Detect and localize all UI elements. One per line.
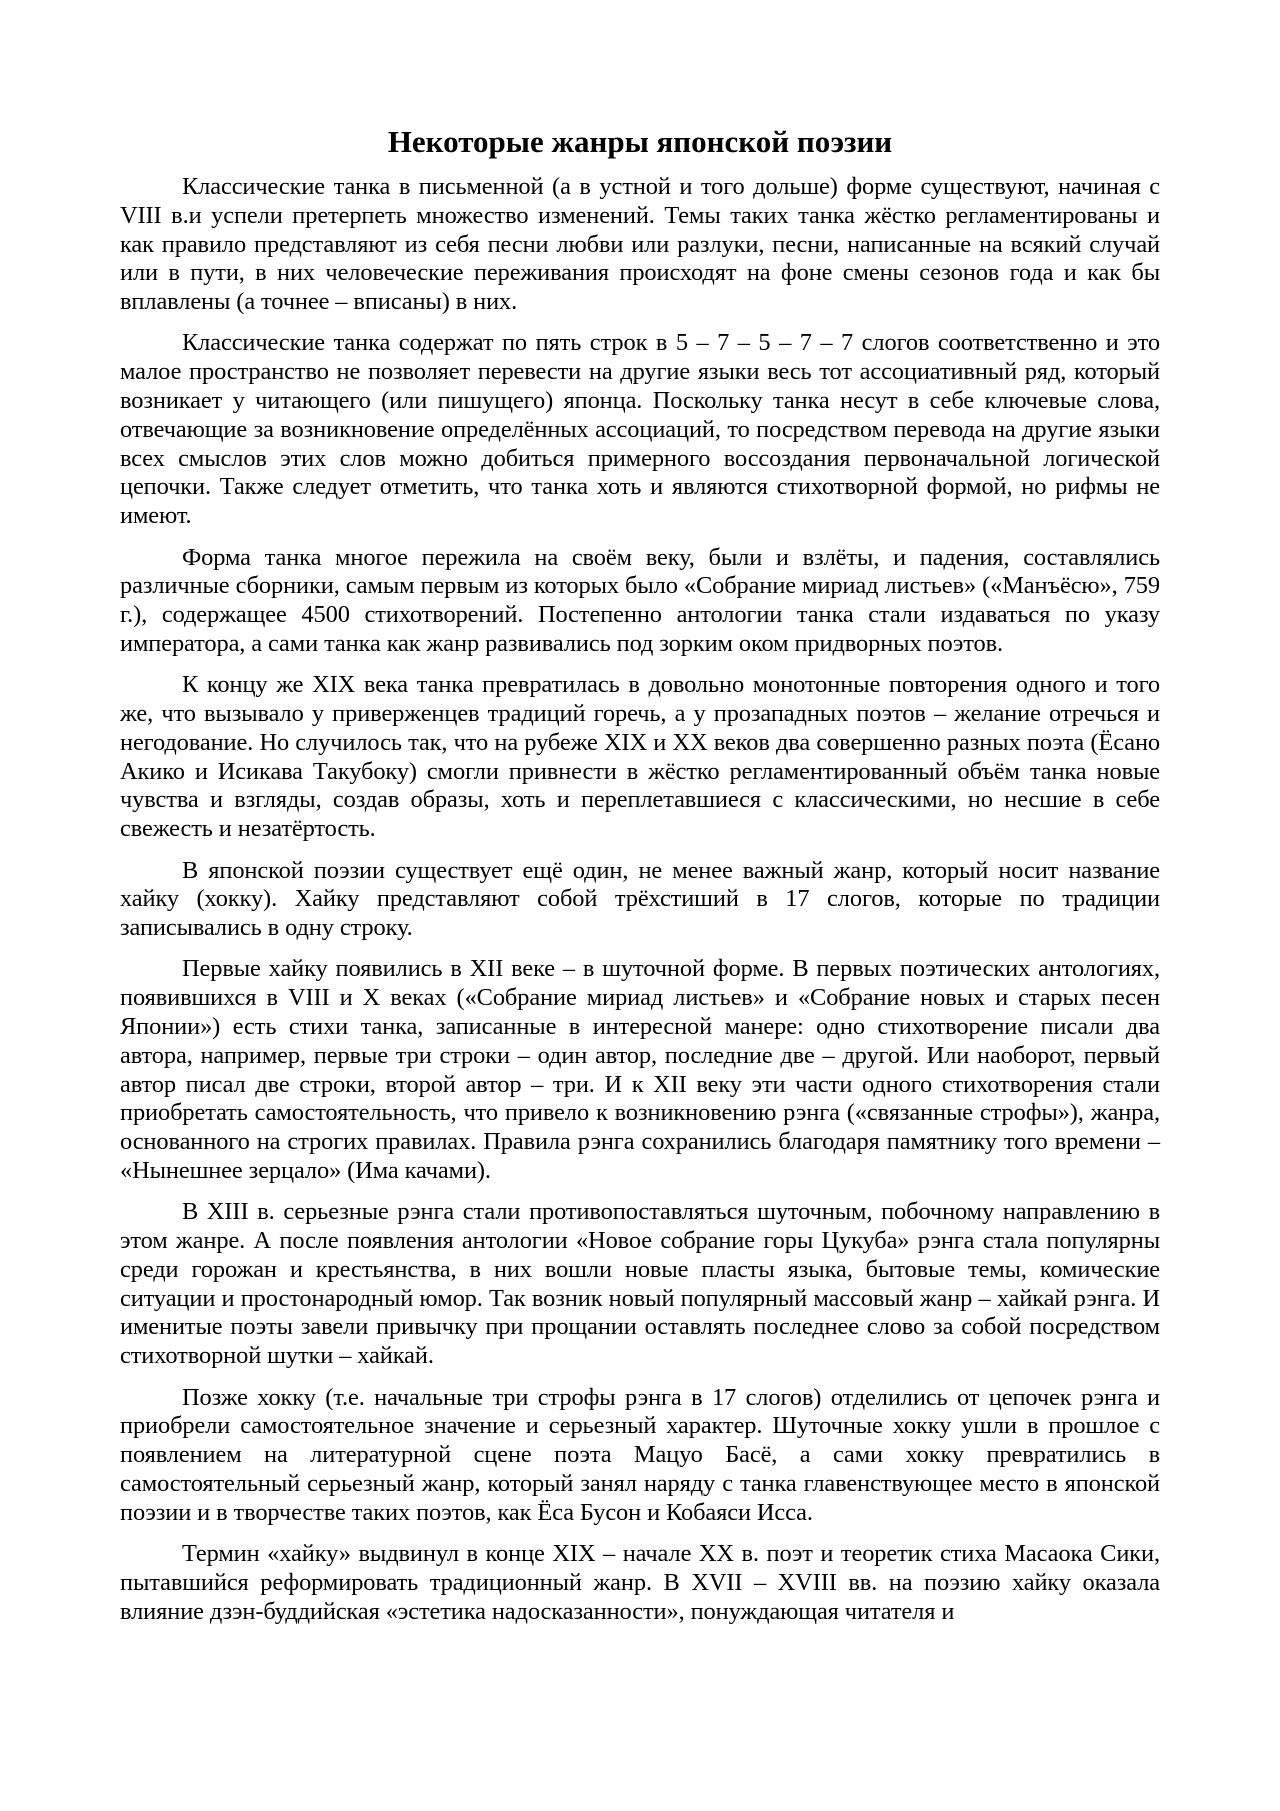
paragraph-4: К концу же XIX века танка превратилась в довольно монотонные повторения одного и того же, что вызывало у приверженцев традиций горечь, а у прозападных поэтов – желание отречься и негодование. Но случилось так, что на рубеже XIX и XX веков два совершенно разных поэта (Ёсано Акико и Исикава Такубоку) смогли привнести в жёстко регламентированный объём танка новые чувства и взгляды, создав образы, хоть и переплетавшиеся с классическими, но несшие в себе свежесть и незатёртость.	[120, 671, 1160, 843]
paragraph-6: Первые хайку появились в XII веке – в шуточной форме. В первых поэтических антологиях, появившихся в VIII и X веках («Собрание мириад листьев» и «Собрание новых и старых песен Японии») есть стихи танка, записанные в интересной манере: одно стихотворение писали два автора, например, первые три строки – один автор, последние две – другой. Или наоборот, первый автор писал две строки, второй автор – три. И к XII веку эти части одного стихотворения стали приобретать самостоятельность, что привело к возникновению рэнга («связанные строфы»), жанра, основанного на строгих правилах. Правила рэнга сохранились благодаря памятнику того времени – «Нынешнее зерцало» (Има качами).	[120, 955, 1160, 1184]
paragraph-5: В японской поэзии существует ещё один, не менее важный жанр, который носит название хайку (хокку). Хайку представляют собой трёхстиший в 17 слогов, которые по традиции записывались в одну строку.	[120, 856, 1160, 942]
document-body	[120, 173, 1160, 1626]
document-title: Некоторые жанры японской поэзии	[387, 124, 893, 159]
paragraph-1: Классические танка в письменной (а в устной и того дольше) форме существуют, начиная с VIII в.и успели претерпеть множество изменений. Темы таких танка жёстко регламентированы и как правило представляют из себя песни любви или разлуки, песни, написанные на всякий случай или в пути, в них человеческие переживания происходят на фоне смены сезонов года и как бы вплавлены (а точнее – вписаны) в них.	[120, 173, 1160, 316]
paragraph-3: Форма танка многое пережила на своём веку, были и взлёты, и падения, составлялись различные сборники, самым первым из которых было «Собрание мириад листьев» («Манъёсю», 759 г.), содержащее 4500 стихотворений. Постепенно антологии танка стали издаваться по указу императора, а сами танка как жанр развивались под зорким оком придворных поэтов.	[120, 543, 1160, 657]
paragraph-2: Классические танка содержат по пять строк в 5 – 7 – 5 – 7 – 7 слогов соответственно и это малое пространство не позволяет перевести на другие языки весь тот ассоциативный ряд, который возникает у читающего (или пишущего) японца. Поскольку танка несут в себе ключевые слова, отвечающие за возникновение определённых ассоциаций, то посредством перевода на другие языки всех смыслов этих слов можно добиться примерного воссоздания первоначальной логической цепочки. Также следует отметить, что танка хоть и являются стихотворной формой, но рифмы не имеют.	[120, 329, 1160, 530]
paragraph-8: Позже хокку (т.е. начальные три строфы рэнга в 17 слогов) отделились от цепочек рэнга и приобрели самостоятельное значение и серьезный характер. Шуточные хокку ушли в прошлое с появлением на литературной сцене поэта Мацуо Басё, а сами хокку превратились в самостоятельный серьезный жанр, который занял наряду с танка главенствующее место в японской поэзии и в творчестве таких поэтов, как Ёса Бусон и Кобаяси Исса.	[120, 1383, 1160, 1526]
paragraph-7: В XIII в. серьезные рэнга стали противопоставляться шуточным, побочному направлению в этом жанре. А после появления антологии «Новое собрание горы Цукуба» рэнга стала популярны среди горожан и крестьянства, в них вошли новые пласты языка, бытовые темы, комические ситуации и простонародный юмор. Так возник новый популярный массовый жанр – хайкай рэнга. И именитые поэты завели привычку при прощании оставлять последнее слово за собой посредством стихотворной шутки – хайкай.	[120, 1198, 1160, 1370]
paragraph-9: Термин «хайку» выдвинул в конце XIX – начале XX в. поэт и теоретик стиха Масаока Сики, пытавшийся реформировать традиционный жанр. В XVII – XVIII вв. на поэзию хайку оказала влияние дзэн-буддийская «эстетика надосказанности», понуждающая читателя и	[120, 1540, 1160, 1625]
